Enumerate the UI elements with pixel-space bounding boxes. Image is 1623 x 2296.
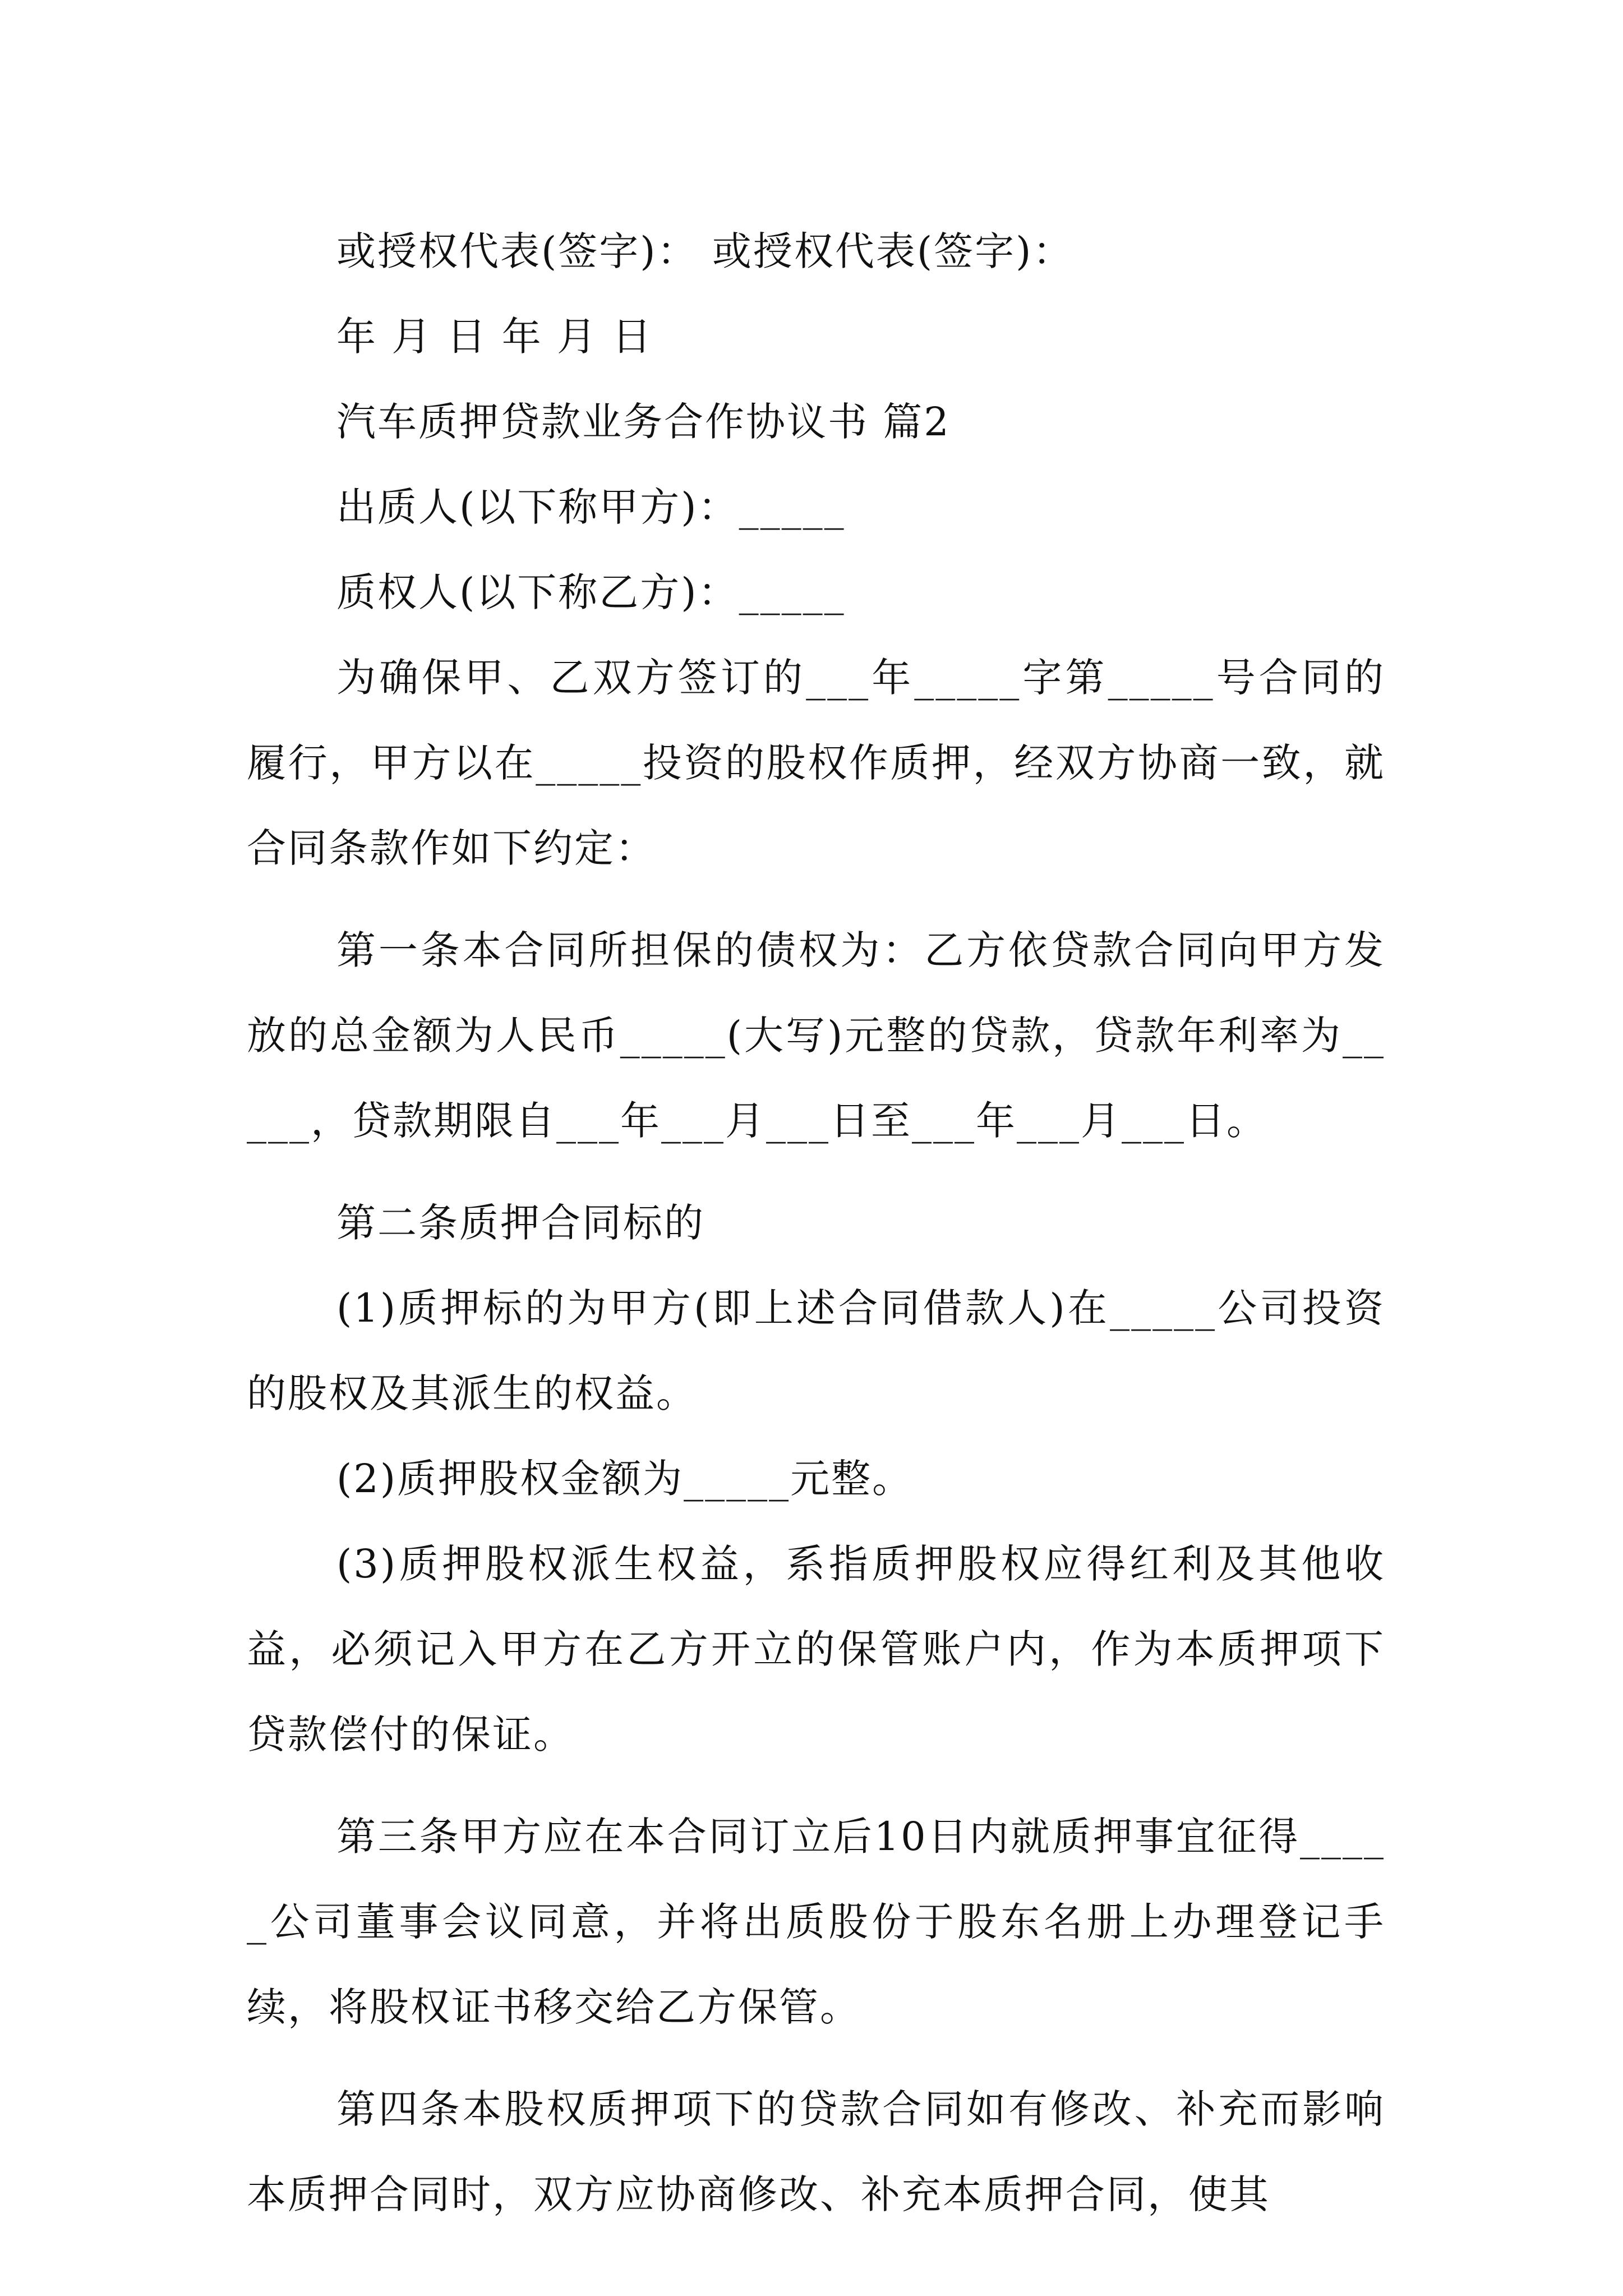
article-2-item-2: (2)质押股权金额为_____元整。 — [336, 1456, 914, 1502]
section-title: 汽车质押贷款业务合作协议书 篇2 — [336, 399, 951, 445]
article-1-paragraph: 第一条本合同所担保的债权为：乙方依贷款合同向甲方发放的总金额为人民币_____(大写)元整的贷款，贷款年利率为_____，贷款期限自___年___月___日至___年___月___日。 — [247, 927, 1385, 1144]
preamble-paragraph: 为确保甲、乙双方签订的___年_____字第_____号合同的履行，甲方以在_____投资的股权作质押，经双方协商一致，就合同条款作如下约定： — [247, 655, 1385, 871]
article-2-item-3: (3)质押股权派生权益，系指质押股权应得红利及其他收益，必须记入甲方在乙方开立的保管账户内，作为本质押项下贷款偿付的保证。 — [247, 1541, 1385, 1757]
document-body — [247, 209, 1385, 2237]
pledgor-line: 出质人(以下称甲方)：_____ — [336, 484, 846, 530]
article-2-heading: 第二条质押合同标的 — [336, 1200, 705, 1246]
pledgee-line: 质权人(以下称乙方)：_____ — [336, 569, 846, 615]
article-4-paragraph: 第四条本股权质押项下的贷款合同如有修改、补充而影响本质押合同时，双方应协商修改、补充本质押合同，使其 — [247, 2086, 1385, 2217]
article-2-item-1: (1)质押标的为甲方(即上述合同借款人)在_____公司投资的股权及其派生的权益。 — [247, 1285, 1385, 1416]
article-3-paragraph: 第三条甲方应在本合同订立后10日内就质押事宜征得_____公司董事会议同意，并将出质股份于股东名册上办理登记手续，将股权证书移交给乙方保管。 — [247, 1814, 1385, 2030]
date-line: 年 月 日 年 月 日 — [336, 314, 653, 360]
signature-line: 或授权代表(签字)： 或授权代表(签字)： — [336, 228, 1074, 274]
